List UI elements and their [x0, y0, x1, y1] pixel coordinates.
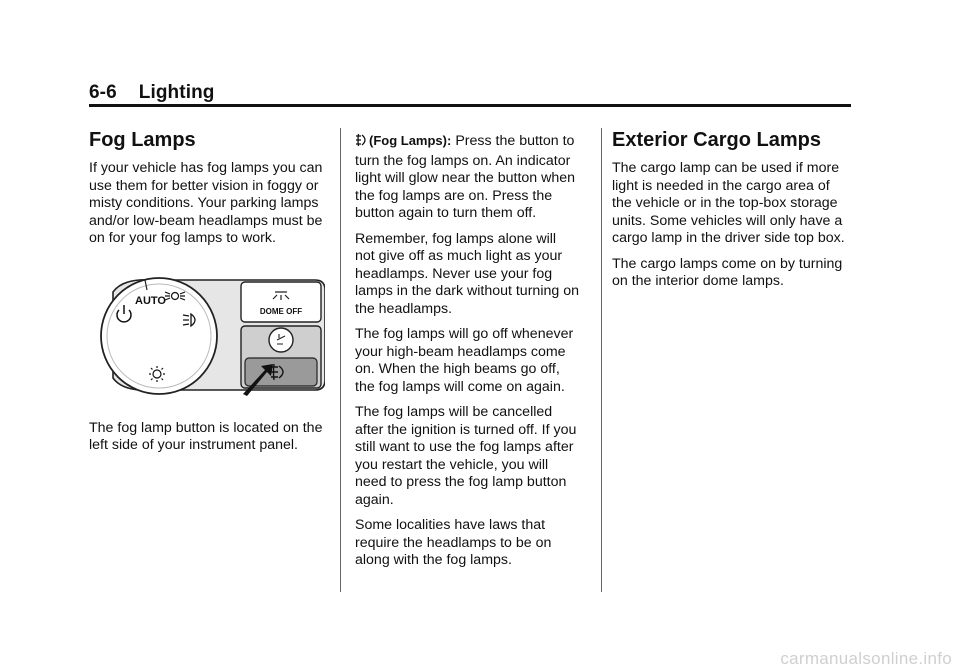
fog-lamps-paragraph: The fog lamps will go off whenever your high-beam headlamps come on. When the high beams go off, the fog lamps will come on again.	[355, 326, 574, 395]
figure-caption: The fog lamp button is located on the left side of your instrument panel.	[89, 419, 323, 453]
fog-lamps-paragraph: The fog lamps will be cancelled after the ignition is turned off. If you still want to use the fog lamps after you restart the vehicle, you will need to press the fog lamp button again.	[355, 404, 577, 508]
fog-lamps-lead-label: (Fog Lamps):	[369, 133, 452, 148]
fog-lamps-paragraph: Remember, fog lamps alone will not give off as much light as your headlamps. Never use your fog lamps in the dark without turning on the headlamps.	[355, 230, 579, 317]
column-exterior-cargo-lamps	[612, 128, 852, 299]
cargo-lamps-paragraph: The cargo lamp can be used if more light is needed in the cargo area of the vehicle or in the top-box storage units. Some vehicles will only have a cargo lamp in the driver side top box.	[612, 160, 845, 246]
column-fog-lamp-details	[355, 132, 579, 578]
cargo-lamps-paragraph: The cargo lamps come on by turning on the interior dome lamps.	[612, 255, 843, 289]
header-rule	[89, 104, 851, 107]
section-title: Lighting	[138, 82, 215, 103]
fog-lamp-inline-icon	[355, 133, 367, 153]
fog-lamps-paragraph: Some localities have laws that require the headlamps to be on along with the fog lamps.	[355, 517, 552, 568]
auto-label: AUTO	[135, 294, 166, 307]
page-header	[89, 82, 214, 104]
dimmer-knob	[269, 328, 293, 352]
column-fog-lamps	[89, 128, 325, 463]
dome-off-button	[241, 282, 321, 322]
headlamp-control-figure	[93, 274, 325, 396]
column-divider	[601, 128, 602, 592]
fog-lamps-heading: Fog Lamps	[89, 129, 196, 151]
headlamp-control-illustration	[93, 274, 325, 396]
watermark: carmanualsonline.info	[780, 649, 952, 668]
page-number: 6-6	[89, 82, 117, 103]
column-divider	[340, 128, 341, 592]
dome-off-label: DOME OFF	[259, 306, 303, 316]
fog-lamps-lead-paragraph	[355, 132, 579, 223]
fog-lamps-intro: If your vehicle has fog lamps you can use them for better vision in foggy or misty conditions. Your parking lamps and/or low-beam headlamps must be on for your fog lamps to work.	[89, 160, 323, 246]
fog-lamps-lead-text: Press the button to turn the fog lamps on. An indicator light will glow near the button when the fog lamps are on. Press the button again to turn them off.	[355, 133, 576, 221]
cargo-lamps-heading: Exterior Cargo Lamps	[612, 129, 821, 151]
